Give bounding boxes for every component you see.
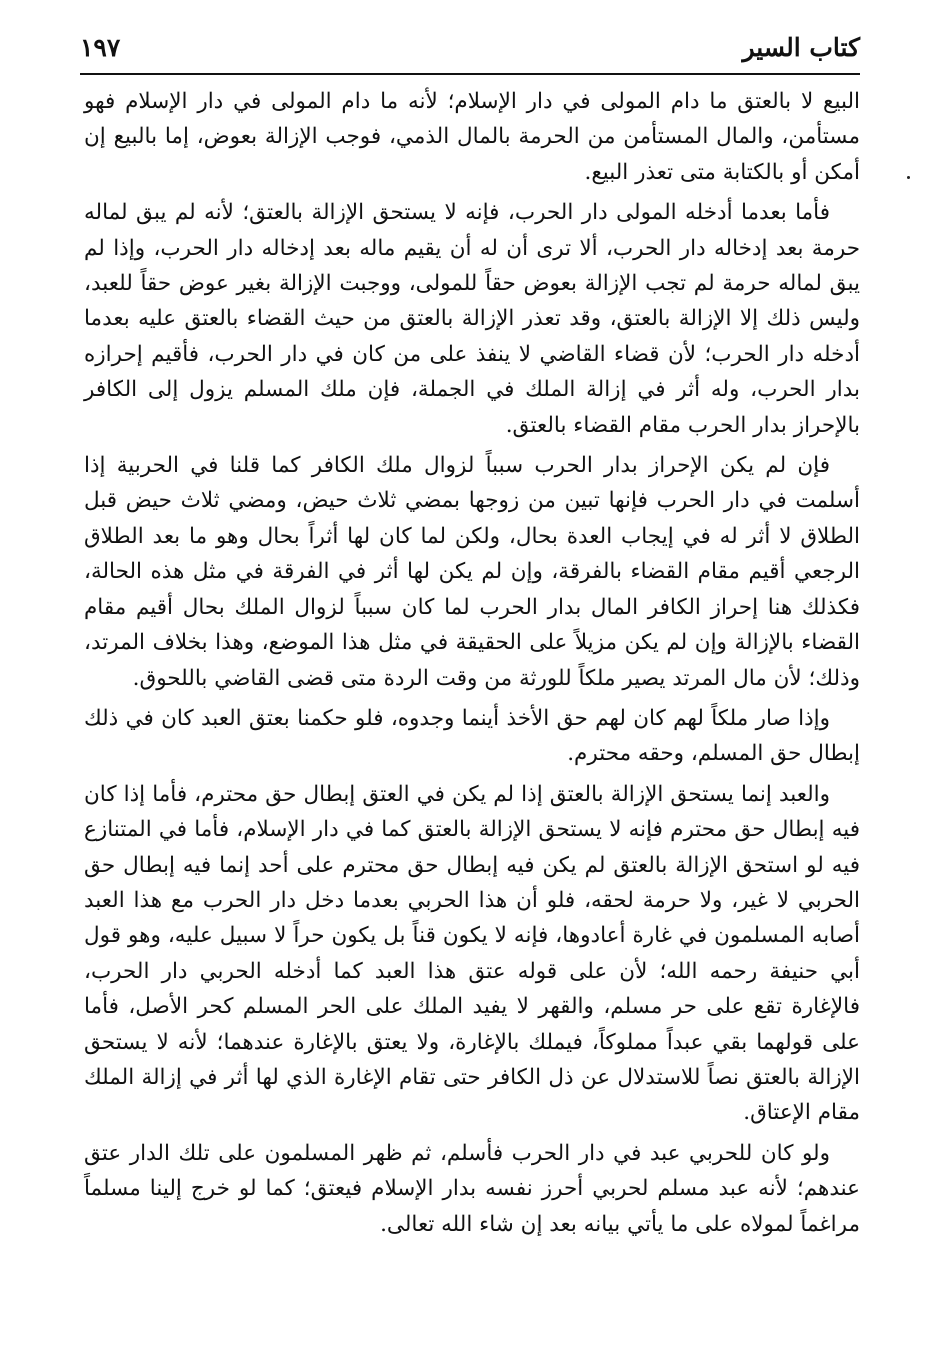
paragraph: ولو كان للحربي عبد في دار الحرب فأسلم، ثم ظهر المسلمون على تلك الدار عتق عندهم؛ لأنه عبد مسلم لحربي أحرز نفسه بدار الإسلام فيعتق؛ كما لو خرج إلينا مسلماً مراغماً لمولاه على ما يأتي بيانه بعد إن شاء الله تعالى. (84, 1140, 860, 1237)
page-header (80, 22, 860, 72)
paragraph: فإن لم يكن الإحراز بدار الحرب سبباً لزوال ملك الكافر كما قلنا في الحربية إذا أسلمت في دار الحرب فإنها تبين من زوجها بمضي ثلاث حيض، ومضي ثلاث حيض قبل الطلاق لا أثر له في إيجاب العدة بحال، ولكن لما كان لها أثراً بحال وهو ما بعد الطلاق الرجعي أقيم مقام القضاء بالفرقة، وإن لم يكن لها أثر في الفرقة في مثل هذه الحالة، فكذلك هنا إحراز الكافر المال بدار الحرب لما كان سبباً لزوال الملك بحال أقيم مقام القضاء بالإزالة وإن لم يكن مزيلاً على الحقيقة في مثل هذا الموضع، وهذا بخلاف المرتد، وذلك؛ لأن مال المرتد يصير ملكاً للورثة من وقت الردة متى قضى القاضي باللحوق. (84, 453, 860, 691)
body-text (84, 84, 860, 1247)
running-title: كتاب السير (742, 33, 860, 62)
paragraph: فأما بعدما أدخله المولى دار الحرب، فإنه لا يستحق الإزالة بالعتق؛ لأنه لم يبق لماله حرمة بعد إدخاله دار الحرب، ألا ترى أن له أن يقيم ماله بعد إدخاله دار الحرب، وإذا لم يبق لماله حرمة لم تجب الإزالة بعوض حقاً للمولى، ووجبت الإزالة بغير عوض حقاً للعبد، وليس ذلك إلا الإزالة بالعتق، وقد تعذر الإزالة بالعتق من حيث القضاء بالعتق عليه بعدما أدخله دار الحرب؛ لأن قضاء القاضي لا ينفذ على من كان في دار الحرب، فأقيم إحرازه بدار الحرب، وله أثر في إزالة الملك في الجملة، فإن ملك المسلم يزول إلى الكافر بالإحراز بدار الحرب مقام القضاء بالعتق. (84, 200, 860, 438)
paragraph: البيع لا بالعتق ما دام المولى في دار الإسلام؛ لأنه ما دام المولى في دار الإسلام فهو مستأمن، والمال المستأمن من الحرمة بالمال الذمي، فوجب الإزالة بعوض، إما بالبيع إن أمكن أو بالكتابة متى تعذر البيع. (84, 89, 860, 185)
paragraph: والعبد إنما يستحق الإزالة بالعتق إذا لم يكن في العتق إبطال حق محترم، فأما إذا كان فيه إبطال حق محترم فإنه لا يستحق الإزالة بالعتق كما في دار الإسلام، فأما في المتنازع فيه لو استحق الإزالة بالعتق لم يكن فيه إبطال حق محترم على أحد إنما فيه إبطال حق الحربي لا غير، ولا حرمة لحقه، فلو أن هذا الحربي بعدما دخل دار الحرب مع هذا العبد أصابه المسلمون في غارة أعادوها، فإنه لا يكون قناً بل يكون حراً لا سبيل عليه، وهو قول أبي حنيفة رحمه الله؛ لأن على قوله عتق هذا العبد كما أدخله الحربي دار الحرب، فالإغارة تقع على حر مسلم، والقهر لا يفيد الملك على الحر المسلم كحر الأصل، فأما على قولهما بقي عبداً مملوكاً، فيملك بالإغارة، ولا يعتق بالإغارة عندهما؛ لأنه لا يستحق الإزالة بالعتق نصاً للاستدلال عن ذل الكافر حتى تقام الإغارة الذي لها أثر في إزالة الملك مقام الإعتاق. (84, 781, 860, 1126)
paragraph: وإذا صار ملكاً لهم كان لهم حق الأخذ أينما وجدوه، فلو حكمنا بعتق العبد كان في ذلك إبطال حق المسلم، وحقه محترم. (84, 705, 860, 767)
scan-speck (907, 176, 910, 179)
header-rule (80, 73, 860, 75)
page-number: ١٩٧ (80, 33, 121, 62)
